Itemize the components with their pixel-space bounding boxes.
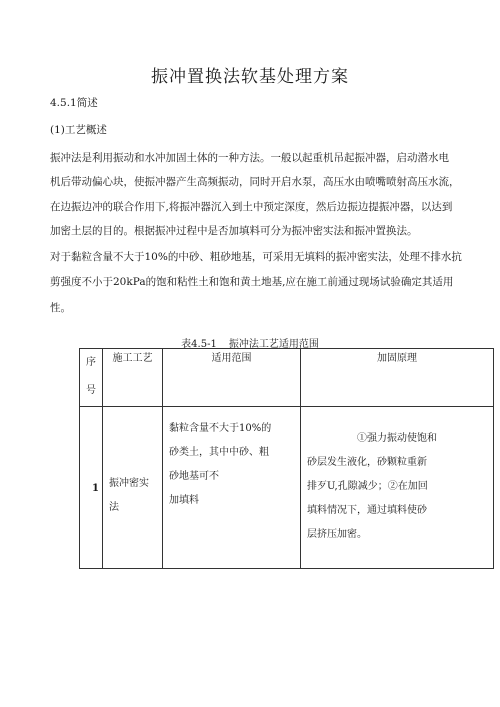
table-caption-text: 振冲法工艺适用范围 xyxy=(228,339,319,350)
principle-line: 填料情况下，通过填料使砂 xyxy=(307,505,427,516)
method-text xyxy=(109,472,165,520)
paragraph-line: 性。 xyxy=(50,302,71,314)
scope-line: 砂类土，其中中砂、粗 xyxy=(169,447,269,458)
page-title: 振冲置换法软基处理方案 xyxy=(151,67,349,87)
paragraph-line: 对于黏粒含量不大于10%的中砂、粗砂地基，可采用无填料的振冲密实法，处理不排水抗 xyxy=(50,251,462,263)
scope-line: 黏粒含量不大于10%的 xyxy=(169,423,272,434)
row-number-cell xyxy=(80,407,103,569)
scope-line: 加填料 xyxy=(169,495,199,506)
section-heading: 4.5.1简述 xyxy=(50,97,98,109)
header-number-line: 序 xyxy=(86,357,96,368)
paragraph-line: 加密土层的目的。根据振冲过程中是否加填料可分为振冲密实法和振冲置换法。 xyxy=(50,225,418,237)
method-cell xyxy=(103,407,163,569)
row-number: 1 xyxy=(92,483,99,494)
paragraph-line: 振冲法是利用振动和水冲加固土体的一种方法。一般以起重机吊起振冲器，启动潜水电 xyxy=(50,152,449,164)
principle-line: ①强力振动使饱和 xyxy=(357,433,437,444)
method-line: 振冲密实 xyxy=(109,478,149,489)
scope-text xyxy=(163,407,300,513)
table-row xyxy=(80,407,494,569)
header-number-line: 号 xyxy=(86,385,96,396)
table-header-row xyxy=(80,349,494,407)
process-table xyxy=(79,348,494,569)
header-principle: 加固原理 xyxy=(301,349,494,407)
header-scope: 适用范围 xyxy=(163,349,301,407)
table-caption-number: 表4.5-1 xyxy=(181,339,217,350)
scope-line: 砂地基可不 xyxy=(169,471,219,482)
principle-line: 排歹U,孔隙减少；②在加回 xyxy=(307,481,428,492)
paragraph-line: 剪强度不小于20kPa的饱和粘性土和饱和黄土地基,应在施工前通过现场试验确定其适用 xyxy=(50,276,454,288)
header-number xyxy=(80,349,103,407)
principle-line: 砂层发生液化，砂颗粒重新 xyxy=(307,457,427,468)
principle-cell xyxy=(301,407,494,569)
paragraph-line: 机后带动偏心块，使振冲器产生高频振动，同时开启水泵，高压水由喷嘴喷射高压水流， xyxy=(50,176,460,188)
subsection-heading: (1)工艺概述 xyxy=(50,124,107,136)
principle-line: 层挤压加密。 xyxy=(307,529,367,540)
scope-cell xyxy=(163,407,301,569)
header-method: 施工工艺 xyxy=(103,349,163,407)
paragraph-line: 在边振边冲的联合作用下,将振冲器沉入到土中预定深度，然后边振边提振冲器，以达到 xyxy=(50,201,453,213)
method-line: 法 xyxy=(109,502,119,513)
